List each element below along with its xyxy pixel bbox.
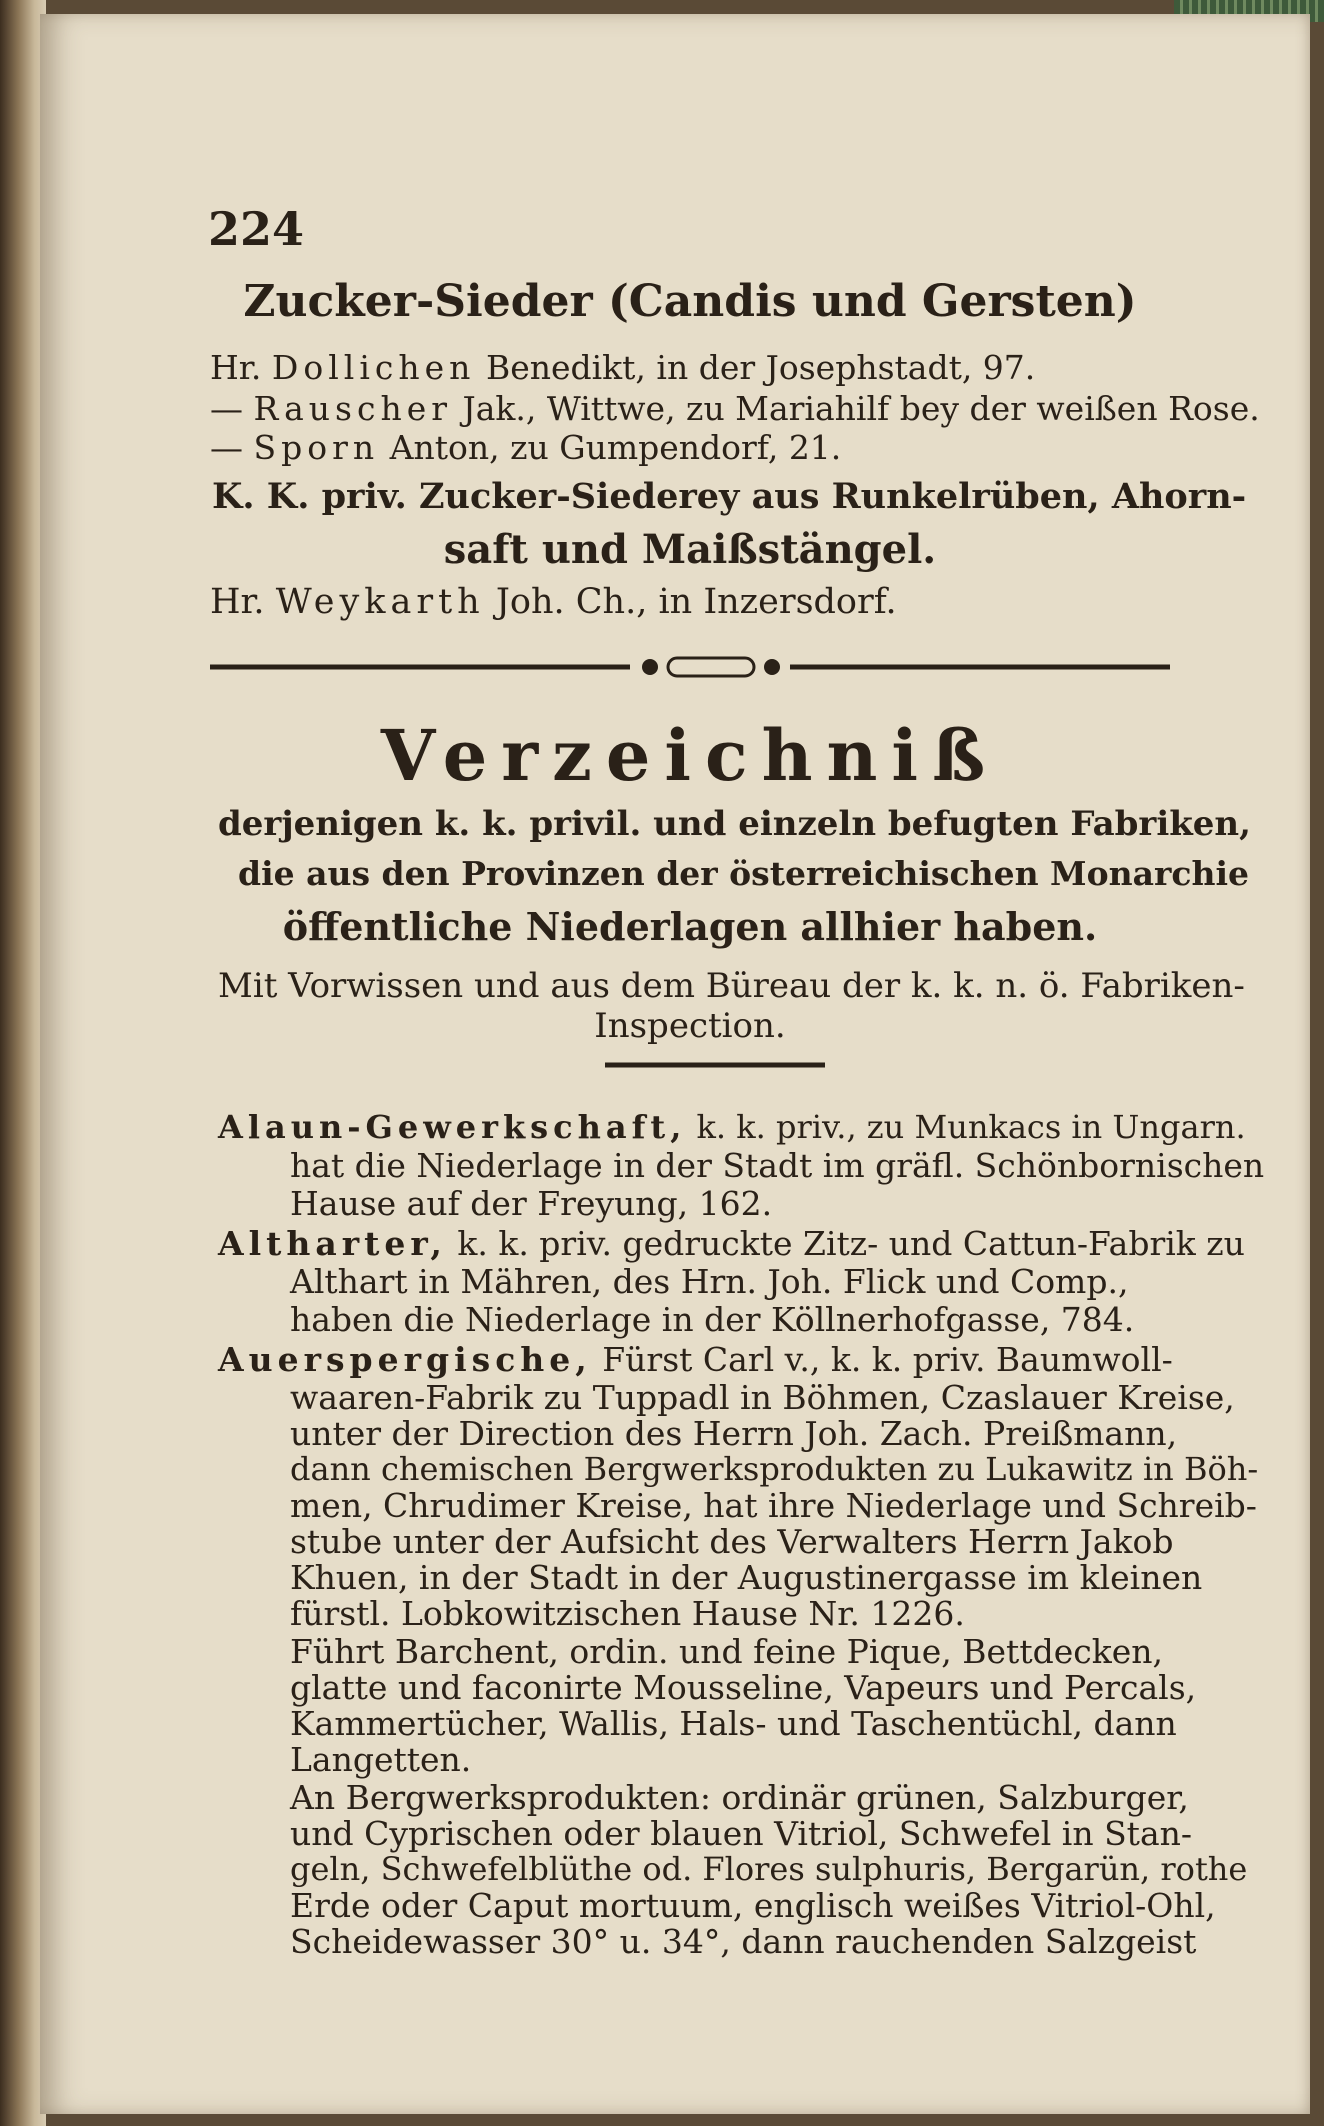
entry-lead: Altharter, [218, 1224, 447, 1263]
entry-line: stube unter der Aufsicht des Verwalters Herrn Jakob [290, 1522, 1174, 1561]
entry-line: Führt Barchent, ordin. und feine Pique, Bettdecken, [290, 1632, 1163, 1671]
ornamental-divider [210, 652, 1170, 682]
entry-line: Langetten. [290, 1740, 472, 1779]
entry-line: unter der Direction des Herrn Joh. Zach. Preißmann, [290, 1414, 1178, 1453]
sugar-entry [210, 348, 1035, 387]
entry-text: Benedikt, in der Josephstadt, 97. [485, 348, 1036, 387]
entry-line: geln, Schwefelblüthe od. Flores sulphuris, Bergarün, rothe [290, 1850, 1248, 1888]
entry-line: glatte und faconirte Mousseline, Vapeurs und Percals, [290, 1668, 1197, 1707]
register-subtitle-line-3: öffentliche Niederlagen allhier haben. [282, 904, 1098, 949]
list-item [218, 1340, 1173, 1379]
entry-line: Erde oder Caput mortuum, englisch weißes Vitriol-Ohl, [290, 1886, 1216, 1925]
entry-line: haben die Niederlage in der Köllnerhofgasse, 784. [290, 1300, 1135, 1339]
entry-line: Althart in Mähren, des Hrn. Joh. Flick und Comp., [290, 1262, 1129, 1301]
entry-prefix: — [210, 428, 243, 467]
entry-line: Scheidewasser 30° u. 34°, dann rauchenden Salzgeist [290, 1922, 1197, 1961]
beet-entry [210, 582, 897, 622]
sugar-entry [210, 428, 841, 467]
entry-text: k. k. priv., zu Munkacs in Ungarn. [686, 1108, 1246, 1146]
sugar-entry [210, 389, 1260, 428]
entry-line: An Bergwerksprodukten: ordinär grünen, Salzburger, [290, 1778, 1189, 1817]
entry-line: Hause auf der Freyung, 162. [290, 1184, 773, 1223]
entry-line: hat die Niederlage in der Stadt im gräfl. Schönbornischen [290, 1146, 1265, 1185]
entry-line: und Cyprischen oder blauen Vitriol, Schwefel in Stan- [290, 1814, 1193, 1853]
entry-text: Jak., Wittwe, zu Mariahilf bey der weißen Rose. [462, 389, 1260, 428]
entry-line: waaren-Fabrik zu Tuppadl in Böhmen, Czaslauer Kreise, [290, 1378, 1235, 1417]
entry-name: Dollichen [271, 348, 476, 387]
entry-prefix: Hr. [210, 582, 265, 622]
register-note-line-1: Mit Vorwissen und aus dem Büreau der k. k. n. ö. Fabriken- [218, 966, 1245, 1006]
entry-text: k. k. priv. gedruckte Zitz- und Cattun-Fabrik zu [446, 1224, 1245, 1263]
entry-lead: Auerspergische, [218, 1340, 592, 1379]
register-title: Verzeichniß [380, 714, 1000, 797]
entry-line: Khuen, in der Stadt in der Augustinergasse im kleinen [290, 1558, 1203, 1597]
entry-text: Anton, zu Gumpendorf, 21. [389, 428, 842, 467]
entry-name: Sporn [253, 428, 380, 467]
entry-prefix: Hr. [210, 348, 262, 387]
list-item [218, 1224, 1245, 1263]
register-note-line-2: Inspection. [594, 1006, 786, 1046]
entry-text: Fürst Carl v., k. k. priv. Baumwoll- [591, 1340, 1173, 1379]
entry-line: dann chemischen Bergwerksprodukten zu Lukawitz in Böh- [290, 1450, 1259, 1488]
entry-name: Weykarth [275, 582, 485, 622]
book-page [40, 14, 1310, 2114]
entry-line: men, Chrudimer Kreise, hat ihre Niederlage und Schreib- [290, 1486, 1257, 1525]
short-divider [605, 1060, 825, 1070]
page-number: 224 [208, 202, 305, 256]
entry-lead: Alaun-Gewerkschaft, [218, 1108, 687, 1146]
beet-heading-line-1: K. K. priv. Zucker-Siederey aus Runkelrüben, Ahorn- [212, 476, 1247, 517]
entry-line: fürstl. Lobkowitzischen Hause Nr. 1226. [290, 1594, 965, 1633]
list-item [218, 1108, 1246, 1146]
entry-prefix: — [210, 389, 243, 428]
beet-heading-line-2: saft und Maißstängel. [443, 526, 937, 573]
entry-name: Rauscher [253, 389, 453, 428]
sugar-heading: Zucker-Sieder (Candis und Gersten) [243, 276, 1137, 327]
register-subtitle-line-1: derjenigen k. k. privil. und einzeln befugten Fabriken, [218, 804, 1251, 844]
entry-line: Kammertücher, Wallis, Hals- und Taschentüchl, dann [290, 1704, 1177, 1743]
register-subtitle-line-2: die aus den Provinzen der österreichischen Monarchie [238, 854, 1249, 893]
entry-text: Joh. Ch., in Inzersdorf. [495, 582, 897, 622]
